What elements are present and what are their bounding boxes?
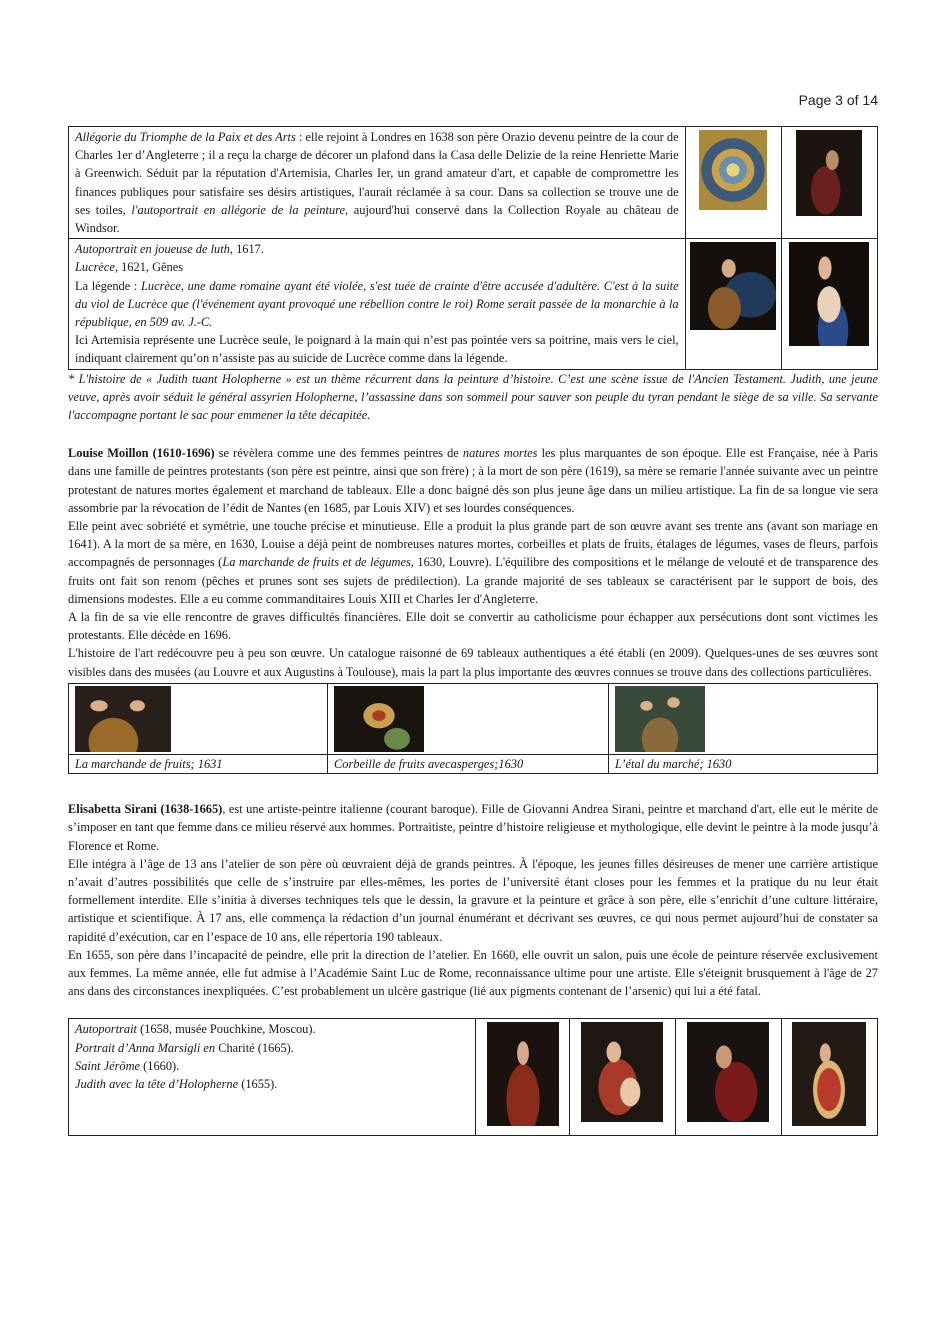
moillon-paragraph xyxy=(68,517,878,608)
image-cell xyxy=(328,683,609,754)
table-row xyxy=(69,683,878,754)
moillon-paragraph: L'histoire de l'art redécouvre peu à peu son œuvre. Un catalogue raisonné de 69 tableaux authentiques a été établi (en 2009). Quelques-unes de ses œuvres sont visibles dans des musées (au Louvre et aux Augustins à Toulouse), mais la part la plus importante des œuvres connues se trouve dans des collections particulières. xyxy=(68,646,878,679)
image-cell xyxy=(685,239,781,369)
self-portrait-painting-image xyxy=(796,130,862,216)
allegory-text-end: , aujourd'hui conservé dans la Collection Royale au château de Windsor. xyxy=(75,202,679,236)
fruit-seller-painting-image xyxy=(75,686,171,752)
image-cell xyxy=(781,1019,877,1136)
sirani-paragraph: Elle intégra à l’âge de 13 ans l’atelier de son père où œuvraient déjà de grands peintres. À l'époque, les jeunes filles désireuses de mener une carrière artistique n’avait d’autres possibilités que celle de s’instruire par elles-mêmes, les portes de l’université étant closes pour les femmes et la pratique du nu leur était formellement interdite. Elle s’initia à diverses techniques tels que le dessin, la gravure et la peinture et grâce à son père, elle s’enrichit d’une culture littéraire, artistique et scientifique. À 17 ans, elle commença la rédaction d’un journal énumérant et décrivant ses œuvres, ce qui nous permet aujourd’hui de constater sa rapidité d’exécution, car en l’espace de 10 ans, elle répertoria 190 tableaux. xyxy=(68,856,878,944)
caption: La marchande de fruits; 1631 xyxy=(69,754,328,773)
work-title: Autoportrait xyxy=(75,1022,137,1037)
table-row xyxy=(69,239,878,369)
sirani-works-table xyxy=(68,1018,878,1136)
lucrece-painting-image xyxy=(789,242,869,346)
sirani-text: , est une artiste-peintre italienne (courant baroque). Fille de Giovanni Andrea Sirani, peintre et marchand d'art, elle eut le mérite de s’imposer en tant que femme dans ce milieu réservé aux hommes. Portraitiste, peintre d’histoire religieuse et mythologique, elle devint le peintre à la mode jusqu’à Florence et Rome. xyxy=(68,802,878,853)
work-item xyxy=(75,1020,469,1038)
moillon-paragraph: A la fin de sa vie elle rencontre de graves difficultés financières. Elle doit se convertir au catholicisme pour échapper aux persécutions dont sont victimes les protestants. Elle décède en 1696. xyxy=(68,610,878,643)
sirani-paragraph xyxy=(68,800,878,855)
sirani-name: Elisabetta Sirani (1638-1665) xyxy=(68,802,223,817)
work-item xyxy=(75,1075,469,1093)
lucrece-comment: Ici Artemisia représente une Lucrèce seule, le poignard à la main qui n’est pas pointée vers sa poitrine, mais vers le ciel, indiquant clairement qu’on n’assiste pas au suicide de Lucrèce comme dans la légende. xyxy=(75,333,679,366)
moillon-text: Elle peint avec sobriété et symétrie, une touche précise et minutieuse. Elle a produit la plus grande part de son œuvre avant ses trente ans (avant son mariage en 1641). A la mort de sa mère, en 1630, Louise a déjà peint de nombreuses natures mortes, corbeilles et plats de fruits, étalages de légumes, vases de fleurs, parfois accompagnés de personnages ( xyxy=(68,519,878,570)
allegory-italic: l'autoportrait en allégorie de la peinture xyxy=(131,202,346,217)
table-row xyxy=(69,754,878,773)
works-list-cell xyxy=(69,1019,476,1136)
moillon-text: , 1630, Louvre). L'équilibre des compositions et le mélange de velouté et de transparence des fruits ont fait son renom (pêches et prunes sont ses sujets de prédilection). La grande majorité de ses tableaux se caractérisent par le support de bois, des dimensions modestes. Elle a eu comme commanditaires Louis XIII et Charles Ier d'Angleterre. xyxy=(68,555,878,606)
work-detail: Charité (1665). xyxy=(215,1040,294,1055)
work-detail: (1658, musée Pouchkine, Moscou). xyxy=(136,1022,316,1037)
moillon-italic: natures mortes xyxy=(462,446,538,461)
saint-jerome-painting-image xyxy=(687,1022,769,1122)
image-cell xyxy=(781,127,877,239)
market-stall-painting-image xyxy=(615,686,705,752)
image-cell xyxy=(675,1019,781,1136)
ceiling-painting-image xyxy=(699,130,767,210)
work-detail: (1655). xyxy=(238,1076,278,1091)
fruit-basket-painting-image xyxy=(334,686,424,752)
work-item xyxy=(75,1057,469,1075)
moillon-section xyxy=(68,444,878,681)
moillon-paragraph xyxy=(68,444,878,517)
image-cell xyxy=(781,239,877,369)
allegory-text-cell xyxy=(69,127,686,239)
moillon-works-table xyxy=(68,683,878,774)
image-cell xyxy=(69,683,328,754)
image-cell xyxy=(476,1019,570,1136)
moillon-text: se révèlera comme une des femmes peintres de xyxy=(214,446,463,461)
legend-label: La légende : xyxy=(75,278,142,293)
page-content xyxy=(68,126,878,1136)
lute-player-painting-image xyxy=(690,242,776,330)
image-cell xyxy=(570,1019,676,1136)
work-detail: (1660). xyxy=(140,1058,180,1073)
work-title: Saint Jérôme xyxy=(75,1058,141,1073)
lucrece-text-cell xyxy=(69,239,686,369)
work-title: Portrait d’Anna Marsigli en xyxy=(75,1040,216,1055)
legend-text: Lucrèce, une dame romaine ayant été violée, s'est tuée de crainte d'être accusée d'adultère. C'est à la suite du viol de Lucrèce que (l'événement ayant provoqué une rébellion contre le roi) Rome serait passée de la monarchie à la république, en 509 av. J.-C. xyxy=(75,278,679,330)
work-item xyxy=(75,1039,469,1057)
artemisia-table xyxy=(68,126,878,370)
allegory-title: Allégorie du Triomphe de la Paix et des Arts xyxy=(75,130,296,144)
caption: L’étal du marché; 1630 xyxy=(609,754,878,773)
lute-date: , 1617. xyxy=(229,242,264,257)
judith-note: * L'histoire de « Judith tuant Holopherne » est un thème récurrent dans la peinture d’histoire. C’est une scène issue de l'Ancien Testament. Judith, une jeune veuve, après avoir séduit le général assyrien Holopherne, l’assassine dans son sommeil pour sauver son peuple du tyran pendant le siège de sa ville. Sa servante l'accompagne portant le sac pour emmener la tête décapitée. xyxy=(68,371,878,423)
moillon-name: Louise Moillon (1610-1696) xyxy=(68,446,215,461)
charity-painting-image xyxy=(581,1022,663,1122)
caption: Corbeille de fruits avecasperges;1630 xyxy=(328,754,609,773)
image-cell xyxy=(609,683,878,754)
moillon-text: les plus marquantes de son époque. Elle est Française, née à Paris dans une famille de peintres protestants (son père est peintre, ainsi que son frère) ; à la mort de son père (1619), sa mère se remarie l'année suivante avec un peintre protestant de natures mortes également et marchand de tableaux. Elle a donc baigné dès son plus jeune âge dans un milieu artistique. La fin de sa longue vie sera assombrie par la révocation de l’édit de Nantes (en 1685, par Louis XIV) et ses lourdes conséquences. xyxy=(68,446,878,515)
lucrece-date: 1621, Gênes xyxy=(118,260,184,275)
judith-painting-image xyxy=(792,1022,866,1126)
page-number: Page 3 of 14 xyxy=(798,92,878,108)
lute-title: Autoportrait en joueuse de luth xyxy=(75,242,230,257)
lucrece-title: Lucrèce, xyxy=(75,260,119,275)
sirani-paragraph: En 1655, son père dans l’incapacité de peindre, elle prit la direction de l’atelier. En 1660, elle ouvrit un salon, puis une école de peinture réservée exclusivement aux femmes. La même année, elle fut admise à l’Académie Saint Luc de Rome, reconnaissance ultime pour une artiste. Elle s'éteignit brusquement à l'âge de 27 ans dans des circonstances inexpliquées. C’est probablement un ulcère gastrique (lié aux pigments contenant de l’arsenic) qui lui a été fatal. xyxy=(68,947,878,999)
moillon-italic: La marchande de fruits et de légumes xyxy=(222,555,411,570)
work-title: Judith avec la tête d’Holopherne xyxy=(75,1076,239,1091)
sirani-section xyxy=(68,800,878,1000)
image-cell xyxy=(685,127,781,239)
table-row xyxy=(69,1019,878,1136)
table-row xyxy=(69,127,878,239)
autoportrait-painting-image xyxy=(487,1022,559,1126)
allegory-text: : elle rejoint à Londres en 1638 son père Orazio devenu peintre de la cour de Charles 1er d’Angleterre ; il a reçu la charge de décorer un plafond dans la Casa delle Delizie de la reine Henriette Marie à Greenwich. Séduit par la réputation d'Artemisia, Charles Ier, un grand amateur d'art, et capable de compromettre les finances publiques pour satisfaire ses désirs artistiques, l'aurait réclamée à sa cour. Dans sa collection se trouve une de ses toiles, xyxy=(75,130,679,217)
